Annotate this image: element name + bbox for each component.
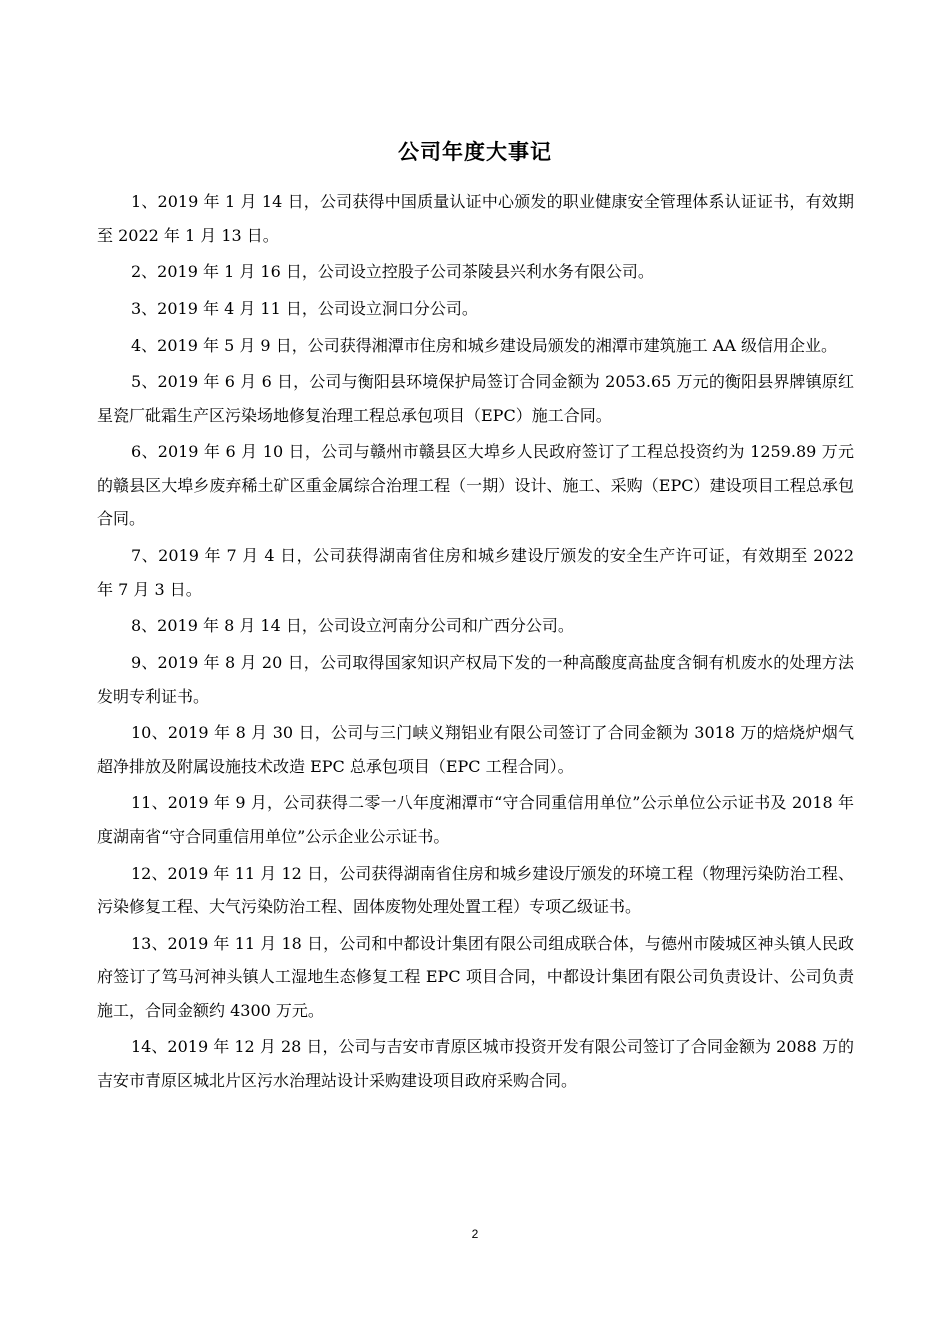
event-item: 12、2019 年 11 月 12 日，公司获得湖南省住房和城乡建设厅颁发的环境工程（物理污染防治工程、污染修复工程、大气污染防治工程、固体废物处理处置工程）专项乙级证书。 bbox=[97, 863, 854, 917]
event-item: 1、2019 年 1 月 14 日，公司获得中国质量认证中心颁发的职业健康安全管理体系认证证书，有效期至 2022 年 1 月 13 日。 bbox=[97, 192, 854, 245]
event-item: 7、2019 年 7 月 4 日，公司获得湖南省住房和城乡建设厅颁发的安全生产许可证，有效期至 2022 年 7 月 3 日。 bbox=[97, 546, 854, 599]
event-item: 13、2019 年 11 月 18 日，公司和中都设计集团有限公司组成联合体，与德州市陵城区神头镇人民政府签订了笃马河神头镇人工湿地生态修复工程 EPC 项目合同，中都设计集团有限公司负责设计、公司负责施工，合同金额约 4300 万元。 bbox=[97, 933, 854, 1020]
event-item: 11、2019 年 9 月，公司获得二零一八年度湘潭市“守合同重信用单位”公示单位公示证书及 2018 年度湖南省“守合同重信用单位”公示企业公示证书。 bbox=[97, 793, 854, 846]
page-title: 公司年度大事记 bbox=[398, 140, 552, 164]
event-item: 10、2019 年 8 月 30 日，公司与三门峡义翔铝业有限公司签订了合同金额为 3018 万的焙烧炉烟气超净排放及附属设施技术改造 EPC 总承包项目（EPC 工程合同）。 bbox=[97, 723, 854, 776]
event-item: 2、2019 年 1 月 16 日，公司设立控股子公司茶陵县兴利水务有限公司。 bbox=[131, 262, 654, 282]
event-item: 6、2019 年 6 月 10 日，公司与赣州市赣县区大埠乡人民政府签订了工程总投资约为 1259.89 万元的赣县区大埠乡废弃稀土矿区重金属综合治理工程（一期）设计、施工、采购（EPC）建设项目工程总承包合同。 bbox=[97, 442, 854, 529]
event-item: 4、2019 年 5 月 9 日，公司获得湘潭市住房和城乡建设局颁发的湘潭市建筑施工 AA 级信用企业。 bbox=[131, 335, 837, 355]
event-item: 9、2019 年 8 月 20 日，公司取得国家知识产权局下发的一种高酸度高盐度含铜有机废水的处理方法发明专利证书。 bbox=[97, 653, 854, 706]
event-item: 3、2019 年 4 月 11 日，公司设立洞口分公司。 bbox=[131, 298, 478, 318]
event-item: 14、2019 年 12 月 28 日，公司与吉安市青原区城市投资开发有限公司签订了合同金额为 2088 万的吉安市青原区城北片区污水治理站设计采购建设项目政府采购合同。 bbox=[97, 1037, 854, 1090]
events-list bbox=[97, 185, 854, 1101]
event-item: 8、2019 年 8 月 14 日，公司设立河南分公司和广西分公司。 bbox=[131, 616, 574, 636]
page-number: 2 bbox=[471, 1227, 479, 1241]
event-item: 5、2019 年 6 月 6 日，公司与衡阳县环境保护局签订合同金额为 2053.65 万元的衡阳县界牌镇原红星瓷厂砒霜生产区污染场地修复治理工程总承包项目（EPC）施工合同。 bbox=[97, 372, 854, 425]
